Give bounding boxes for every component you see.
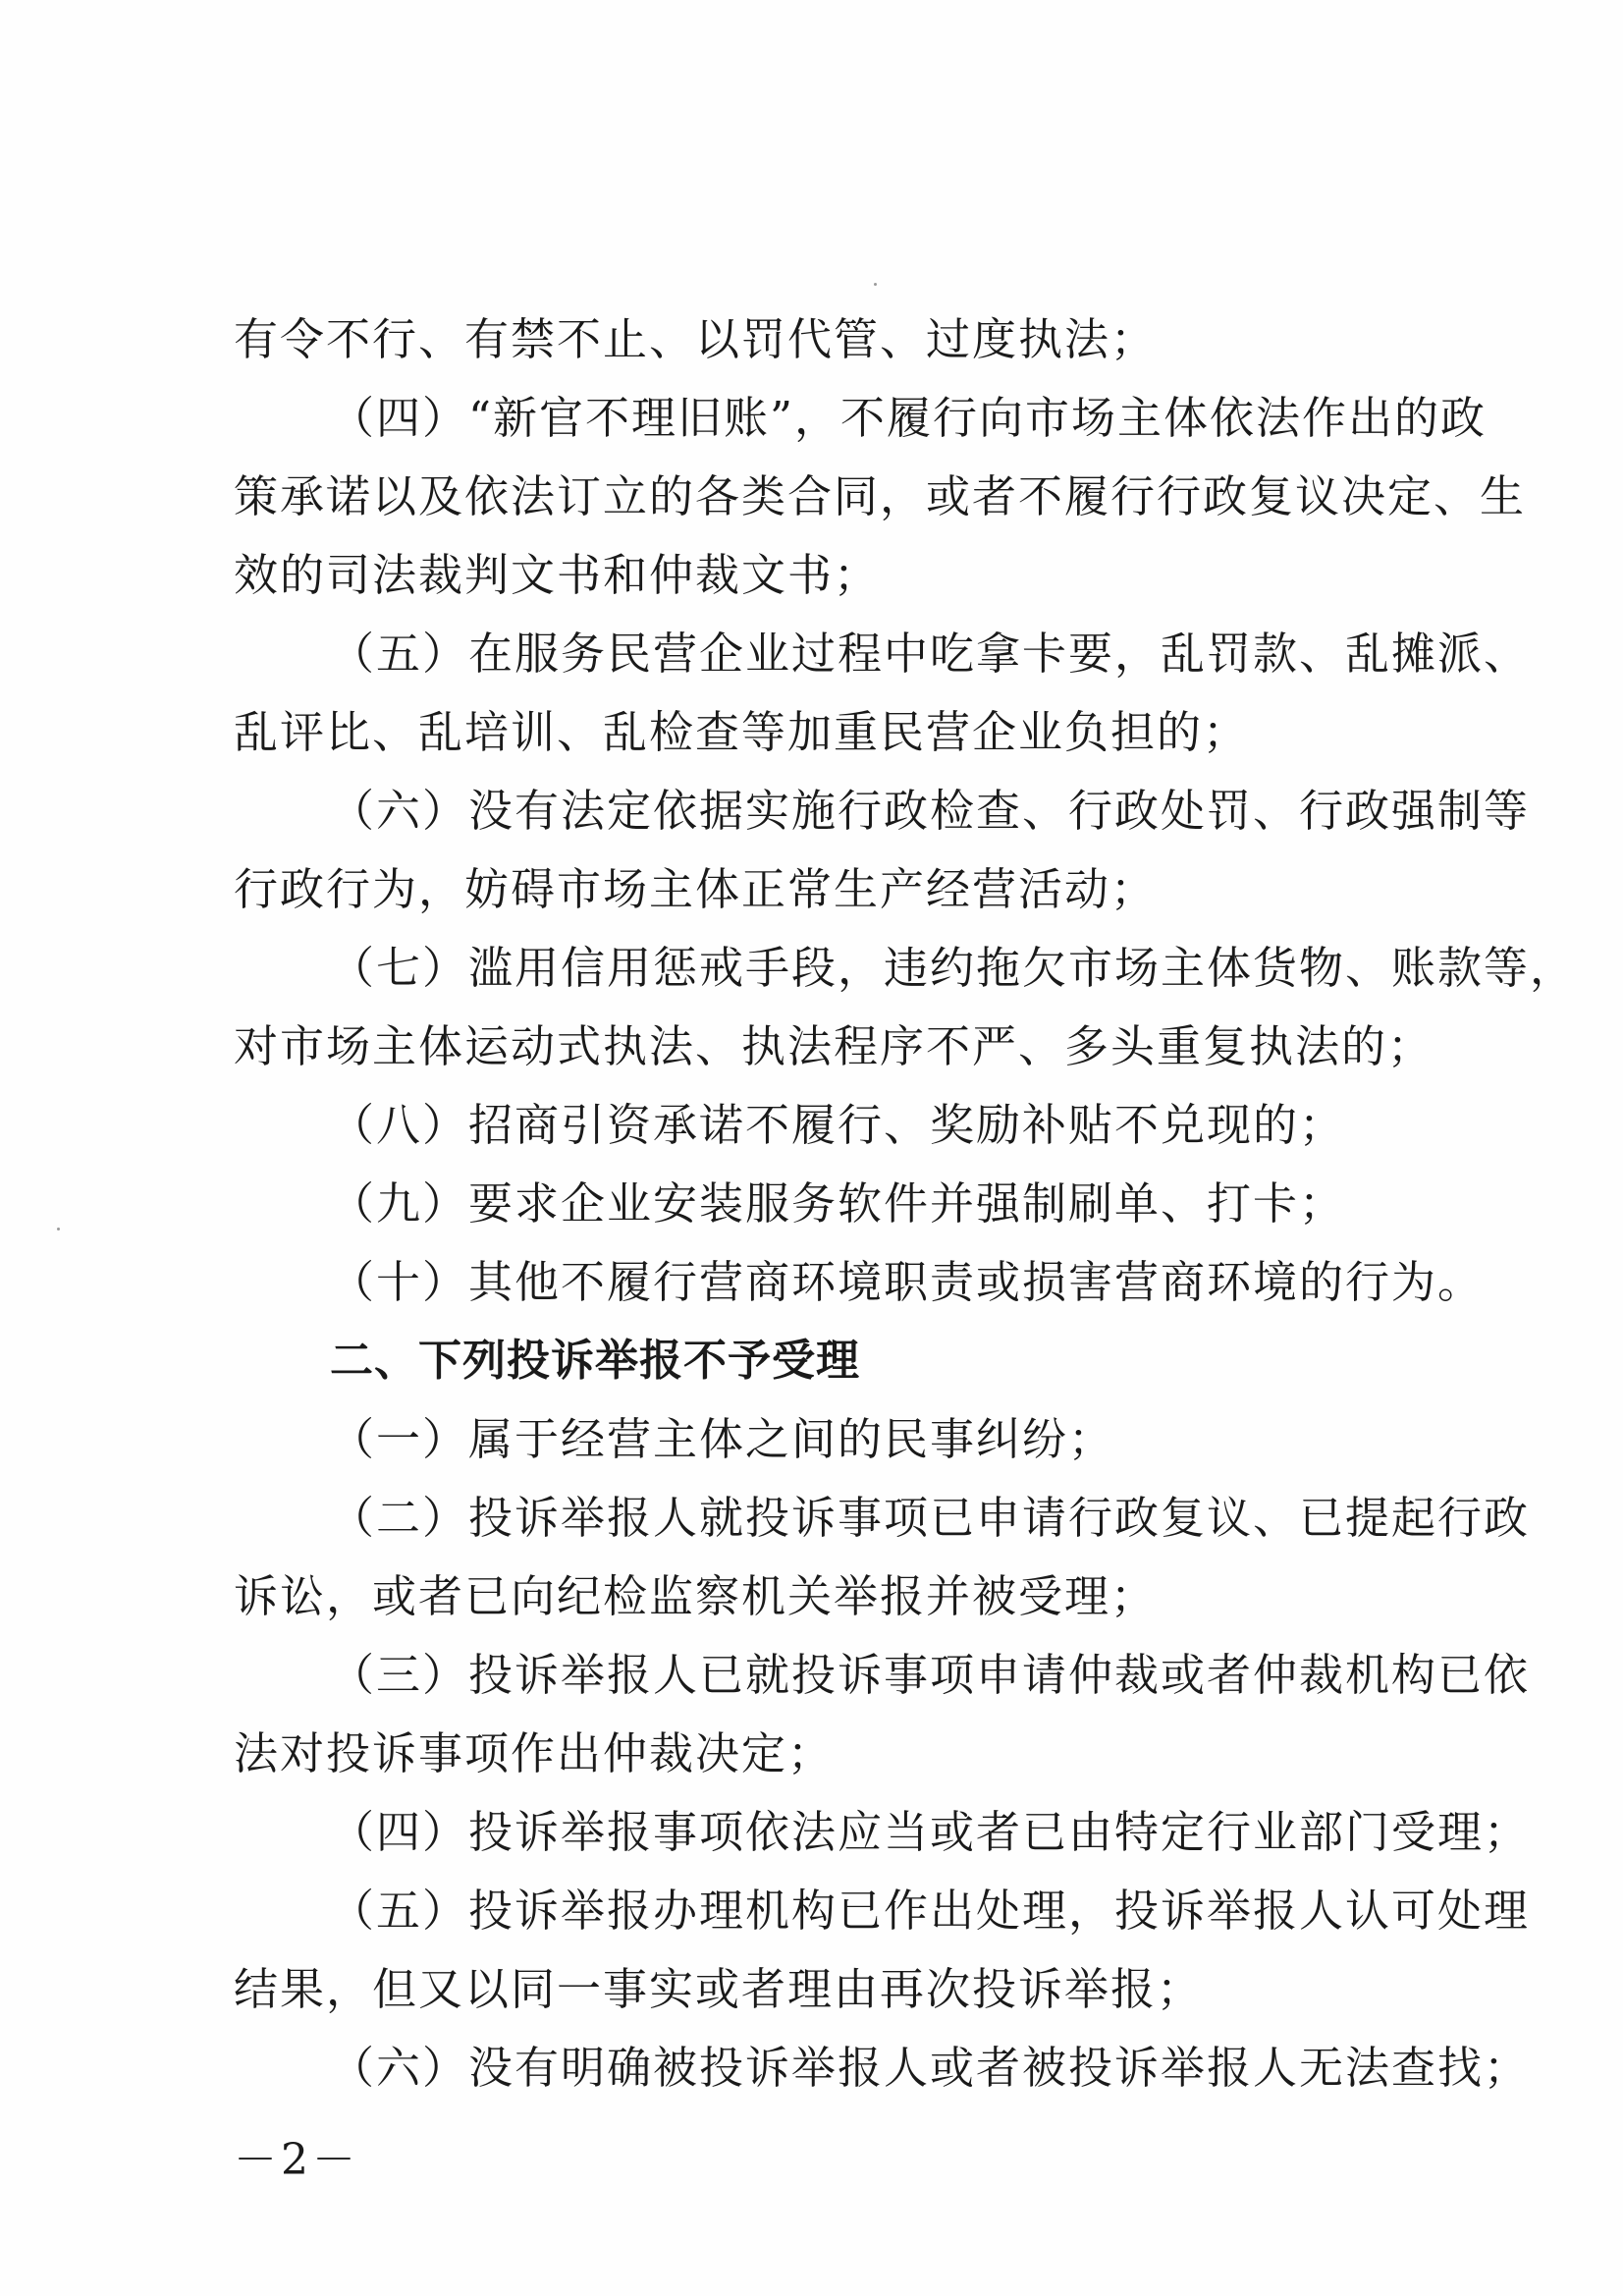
clause-five-line: （五）在服务民营企业过程中吃拿卡要，乱罚款、乱摊派、 (330, 628, 1531, 680)
page-number: －2－ (234, 2135, 359, 2185)
clause-nine-line: （九）要求企业安装服务软件并强制刷单、打卡； (330, 1177, 1346, 1230)
exclusion-one-line: （一）属于经营主体之间的民事纠纷； (330, 1413, 1115, 1465)
exclusion-four-line: （四）投诉举报事项依法应当或者已由特定行业部门受理； (330, 1806, 1531, 1858)
body-line: 诉讼，或者已向纪检监察机关举报并被受理； (234, 1570, 1158, 1622)
exclusion-three-line: （三）投诉举报人已就投诉事项申请仲裁或者仲裁机构已依 (330, 1649, 1531, 1701)
body-line: 对市场主体运动式执法、执法程序不严、多头重复执法的； (234, 1020, 1434, 1072)
exclusion-six-line: （六）没有明确被投诉举报人或者被投诉举报人无法查找； (330, 2042, 1531, 2094)
section-heading: 二、下列投诉举报不予受理 (330, 1336, 860, 1386)
body-line: 法对投诉事项作出仲裁决定； (234, 1727, 835, 1779)
body-line: 效的司法裁判文书和仲裁文书； (234, 549, 881, 601)
clause-six-line: （六）没有法定依据实施行政检查、行政处罚、行政强制等 (330, 785, 1531, 837)
body-line: 结果，但又以同一事实或者理由再次投诉举报； (234, 1963, 1204, 2015)
clause-eight-line: （八）招商引资承诺不履行、奖励补贴不兑现的； (330, 1099, 1346, 1151)
scan-speck (57, 1228, 60, 1230)
clause-four-line: （四）“新官不理旧账”，不履行向市场主体依法作出的政 (330, 392, 1488, 444)
document-body (234, 301, 1577, 2107)
exclusion-two-line: （二）投诉举报人就投诉事项已申请行政复议、已提起行政 (330, 1492, 1531, 1544)
clause-ten-line: （十）其他不履行营商环境职责或损害营商环境的行为。 (330, 1256, 1485, 1308)
body-line: 策承诺以及依法订立的各类合同，或者不履行行政复议决定、生 (234, 470, 1527, 522)
body-line: 行政行为，妨碍市场主体正常生产经营活动； (234, 863, 1158, 915)
exclusion-five-line: （五）投诉举报办理机构已作出处理，投诉举报人认可处理 (330, 1885, 1531, 1937)
clause-seven-line: （七）滥用信用惩戒手段，违约拖欠市场主体货物、账款等， (330, 942, 1577, 994)
scan-speck (874, 283, 877, 286)
body-line: 有令不行、有禁不止、以罚代管、过度执法； (234, 313, 1158, 365)
body-line: 乱评比、乱培训、乱检查等加重民营企业负担的； (234, 706, 1250, 758)
